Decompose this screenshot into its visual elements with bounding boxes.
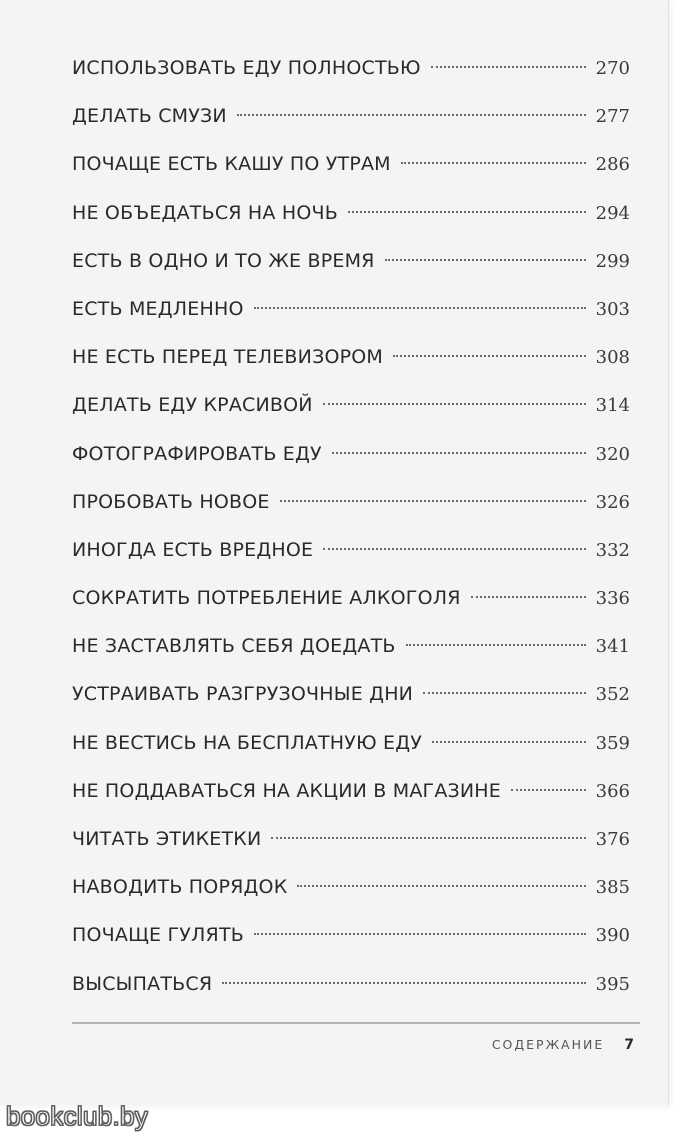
toc-entry-page: 352 <box>595 684 630 706</box>
toc-entry-title: ИНОГДА ЕСТЬ ВРЕДНОЕ <box>72 538 314 561</box>
watermark: bookclub.by <box>6 1101 149 1131</box>
dot-leader <box>297 885 585 887</box>
toc-entry <box>72 960 630 1008</box>
toc-entry-page: 320 <box>595 443 630 465</box>
toc-entry-page: 376 <box>595 829 630 850</box>
dot-leader <box>332 452 586 454</box>
footer-divider <box>72 1022 640 1024</box>
toc-entry <box>72 92 630 140</box>
toc-entry-title: ИСПОЛЬЗОВАТЬ ЕДУ ПОЛНОСТЬЮ <box>72 57 421 79</box>
toc-entry-page: 299 <box>595 250 630 272</box>
dot-leader <box>471 596 586 598</box>
toc-entry <box>72 478 630 526</box>
toc-entry-title: ДЕЛАТЬ СМУЗИ <box>72 105 227 128</box>
toc-entry-title: ДЕЛАТЬ ЕДУ КРАСИВОЙ <box>72 394 313 417</box>
toc-entry-page: 326 <box>595 491 630 513</box>
toc-entry-page: 359 <box>595 732 630 754</box>
dot-leader <box>385 259 586 261</box>
toc-entry-page: 395 <box>595 973 630 995</box>
toc-entry <box>72 237 630 285</box>
toc-entry <box>72 140 630 188</box>
toc-entry-title: НЕ ЗАСТАВЛЯТЬ СЕБЯ ДОЕДАТЬ <box>72 635 396 658</box>
toc-entry-page: 314 <box>595 395 630 417</box>
toc-entry-title: УСТРАИВАТЬ РАЗГРУЗОЧНЫЕ ДНИ <box>72 683 414 706</box>
toc-entry-page: 270 <box>595 58 630 79</box>
toc-entry-page: 294 <box>595 202 630 224</box>
dot-leader <box>271 837 585 839</box>
toc-entry-page: 277 <box>595 106 630 128</box>
toc-entry-page: 366 <box>595 780 630 802</box>
dot-leader <box>431 66 586 68</box>
dot-leader <box>254 307 586 309</box>
toc-entry-page: 332 <box>595 539 630 561</box>
toc-entry <box>72 911 630 959</box>
toc-entry-title: ЕСТЬ МЕДЛЕННО <box>72 297 244 320</box>
toc-entry-title: НАВОДИТЬ ПОРЯДОК <box>72 876 288 899</box>
toc-entry-page: 341 <box>595 636 630 658</box>
dot-leader <box>280 500 586 502</box>
toc-entry <box>72 189 630 237</box>
toc-entry-page: 303 <box>595 298 630 320</box>
running-footer <box>72 1037 634 1053</box>
toc-entry-title: НЕ ВЕСТИСЬ НА БЕСПЛАТНУЮ ЕДУ <box>72 731 423 754</box>
toc-entry-title: НЕ ЕСТЬ ПЕРЕД ТЕЛЕВИЗОРОМ <box>72 346 384 369</box>
toc-entry <box>72 381 630 429</box>
toc-entry-page: 308 <box>595 347 630 369</box>
toc-entry-title: НЕ ОБЪЕДАТЬСЯ НА НОЧЬ <box>72 201 338 224</box>
toc-entry-title: ПОЧАЩЕ ЕСТЬ КАШУ ПО УТРАМ <box>72 153 391 176</box>
toc-entry <box>72 670 630 718</box>
dot-leader <box>348 211 586 213</box>
toc-entry-title: СОКРАТИТЬ ПОТРЕБЛЕНИЕ АЛКОГОЛЯ <box>72 587 461 610</box>
dot-leader <box>323 403 586 405</box>
dot-leader <box>254 933 586 935</box>
toc-entry <box>72 574 630 622</box>
dot-leader <box>432 741 586 743</box>
toc-entry-title: НЕ ПОДДАВАТЬСЯ НА АКЦИИ В МАГАЗИНЕ <box>72 779 502 802</box>
toc-entry-page: 336 <box>595 588 630 610</box>
toc-entry <box>72 333 630 381</box>
dot-leader <box>401 162 586 164</box>
dot-leader <box>406 644 586 646</box>
toc-entry-title: ВЫСЫПАТЬСЯ <box>72 972 213 995</box>
toc-entry <box>72 285 630 333</box>
toc-entry-page: 385 <box>595 877 630 899</box>
toc-entry <box>72 863 630 911</box>
section-title: СОДЕРЖАНИЕ <box>491 1037 605 1052</box>
page-number: 7 <box>624 1037 634 1053</box>
dot-leader <box>511 789 586 791</box>
toc-entry <box>72 430 630 478</box>
dot-leader <box>222 982 585 984</box>
toc-entry-title: ЧИТАТЬ ЭТИКЕТКИ <box>72 828 262 850</box>
toc-entry <box>72 526 630 574</box>
dot-leader <box>423 692 586 694</box>
toc-entry <box>72 44 630 92</box>
toc-entry-page: 286 <box>595 154 630 176</box>
toc-entry <box>72 719 630 767</box>
dot-leader <box>237 114 586 116</box>
toc-entry-title: ЕСТЬ В ОДНО И ТО ЖЕ ВРЕМЯ <box>72 249 375 272</box>
toc-entry <box>72 767 630 815</box>
toc-entry <box>72 622 630 670</box>
toc-entry-title: ФОТОГРАФИРОВАТЬ ЕДУ <box>72 442 322 465</box>
toc-entry-title: ПОЧАЩЕ ГУЛЯТЬ <box>72 924 244 947</box>
dot-leader <box>393 355 586 357</box>
toc-entry-title: ПРОБОВАТЬ НОВОЕ <box>72 490 270 513</box>
toc-entry-page: 390 <box>595 925 630 947</box>
toc-entry <box>72 815 630 863</box>
dot-leader <box>323 548 585 550</box>
table-of-contents <box>72 44 630 1008</box>
